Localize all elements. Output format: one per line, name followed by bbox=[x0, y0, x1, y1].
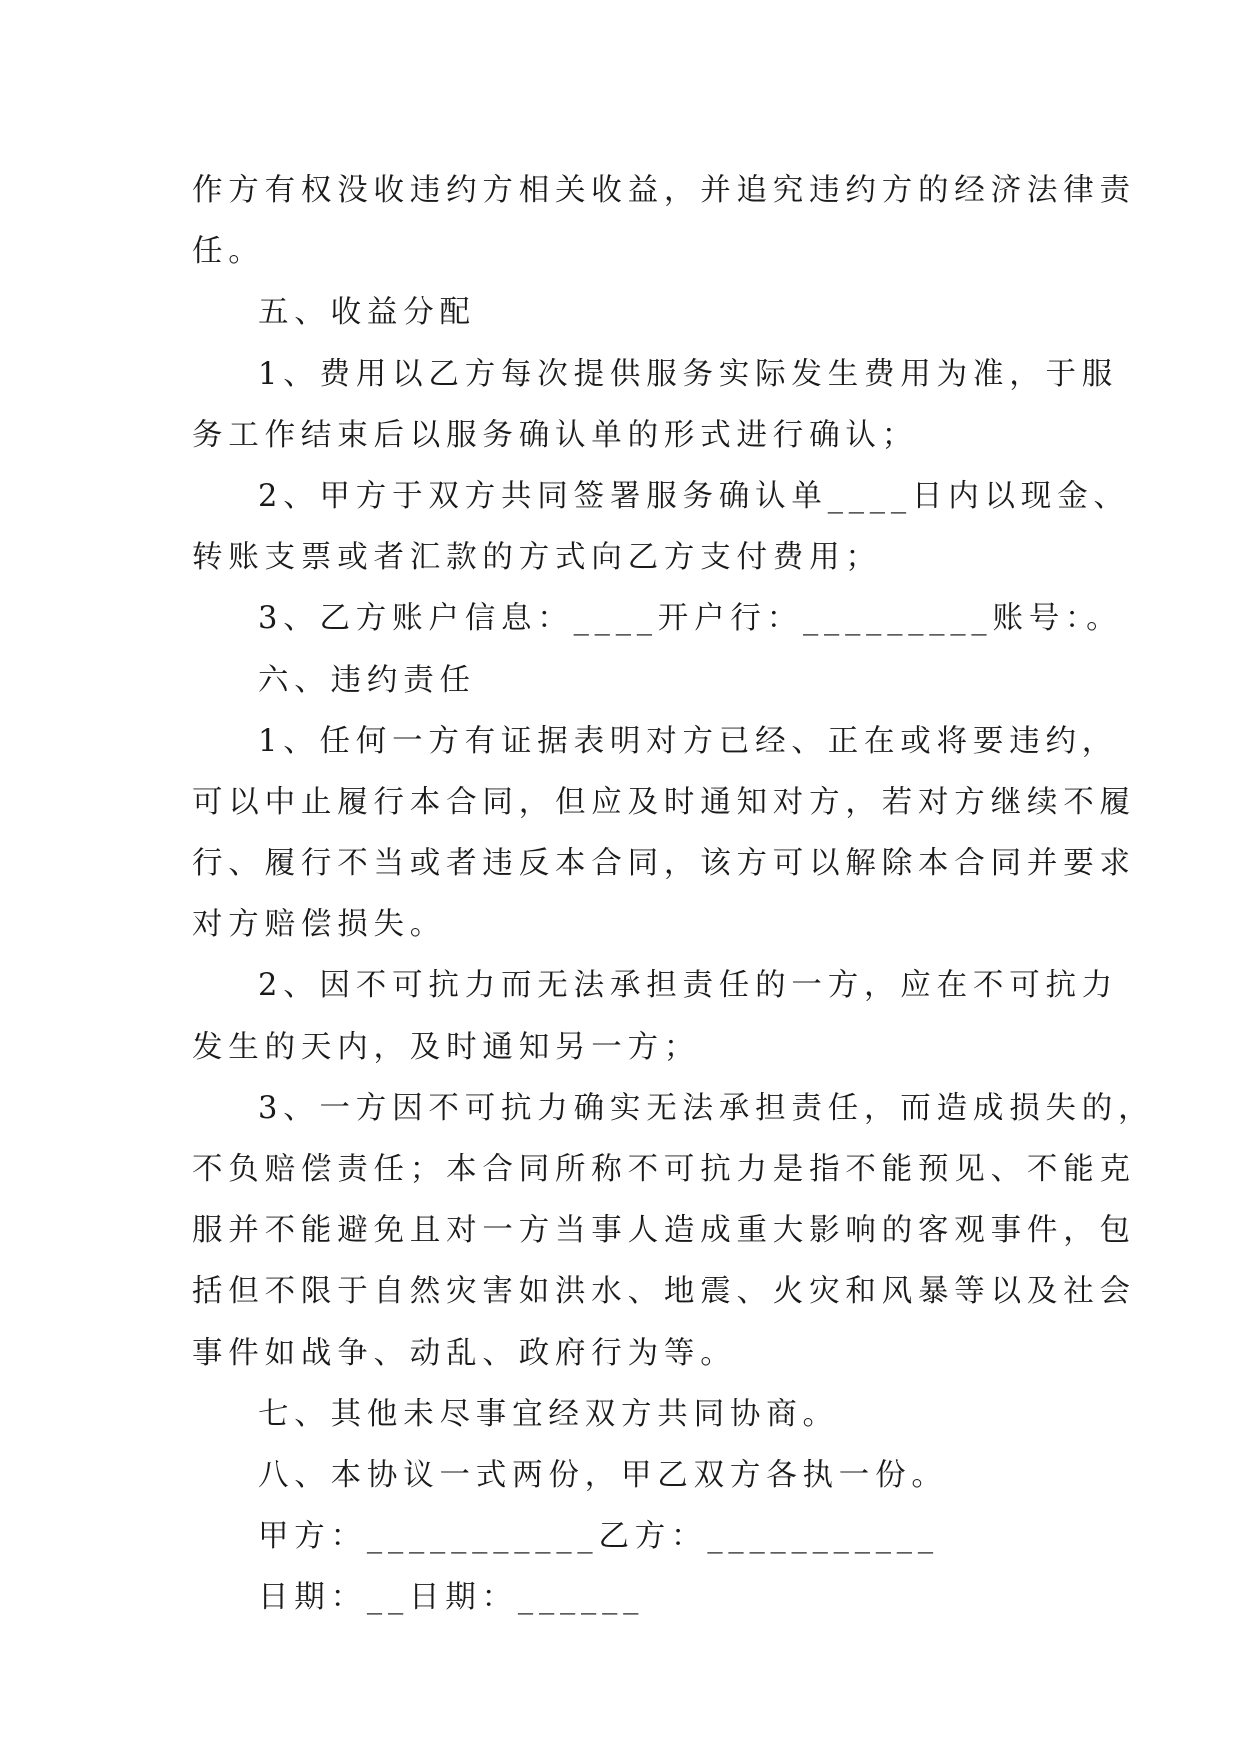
paragraph-line: 作方有权没收违约方相关收益，并追究违约方的经济法律责 bbox=[192, 173, 1136, 208]
date-line: 日期：__日期：______ bbox=[258, 1580, 645, 1616]
signature-line: 甲方：___________乙方：___________ bbox=[258, 1519, 939, 1555]
paragraph-line: 3、一方因不可抗力确实无法承担责任，而造成损失的， bbox=[258, 1090, 1155, 1126]
paragraph-line: 服并不能避免且对一方当事人造成重大影响的客观事件，包 bbox=[192, 1213, 1136, 1249]
section-heading: 五、收益分配 bbox=[258, 295, 476, 331]
paragraph-line: 任。 bbox=[192, 234, 265, 270]
paragraph-line: 1、费用以乙方每次提供服务实际发生费用为准，于服 bbox=[258, 356, 1119, 392]
paragraph-line: 转账支票或者汇款的方式向乙方支付费用； bbox=[192, 540, 882, 576]
section-heading: 六、违约责任 bbox=[258, 662, 476, 698]
section-heading: 八、本协议一式两份，甲乙双方各执一份。 bbox=[258, 1457, 948, 1493]
paragraph-line: 3、乙方账户信息：____开户行：_________账号：。 bbox=[258, 601, 1123, 637]
paragraph-line: 不负赔偿责任；本合同所称不可抗力是指不能预见、不能克 bbox=[192, 1152, 1136, 1187]
section-heading: 七、其他未尽事宜经双方共同协商。 bbox=[258, 1396, 839, 1432]
document-body bbox=[192, 160, 1155, 1629]
paragraph-line: 1、任何一方有证据表明对方已经、正在或将要违约， bbox=[258, 723, 1119, 759]
paragraph-line: 2、甲方于双方共同签署服务确认单____日内以现金、 bbox=[258, 478, 1130, 514]
paragraph-line: 行、履行不当或者违反本合同，该方可以解除本合同并要求 bbox=[192, 846, 1136, 882]
paragraph-line: 括但不限于自然灾害如洪水、地震、火灾和风暴等以及社会 bbox=[192, 1274, 1136, 1310]
paragraph-line: 可以中止履行本合同，但应及时通知对方，若对方继续不履 bbox=[192, 784, 1136, 820]
paragraph-line: 事件如战争、动乱、政府行为等。 bbox=[192, 1335, 737, 1371]
paragraph-line: 发生的天内，及时通知另一方； bbox=[192, 1029, 701, 1065]
paragraph-line: 对方赔偿损失。 bbox=[192, 907, 447, 943]
paragraph-line: 务工作结束后以服务确认单的形式进行确认； bbox=[192, 417, 918, 453]
paragraph-line: 2、因不可抗力而无法承担责任的一方，应在不可抗力 bbox=[258, 968, 1119, 1004]
